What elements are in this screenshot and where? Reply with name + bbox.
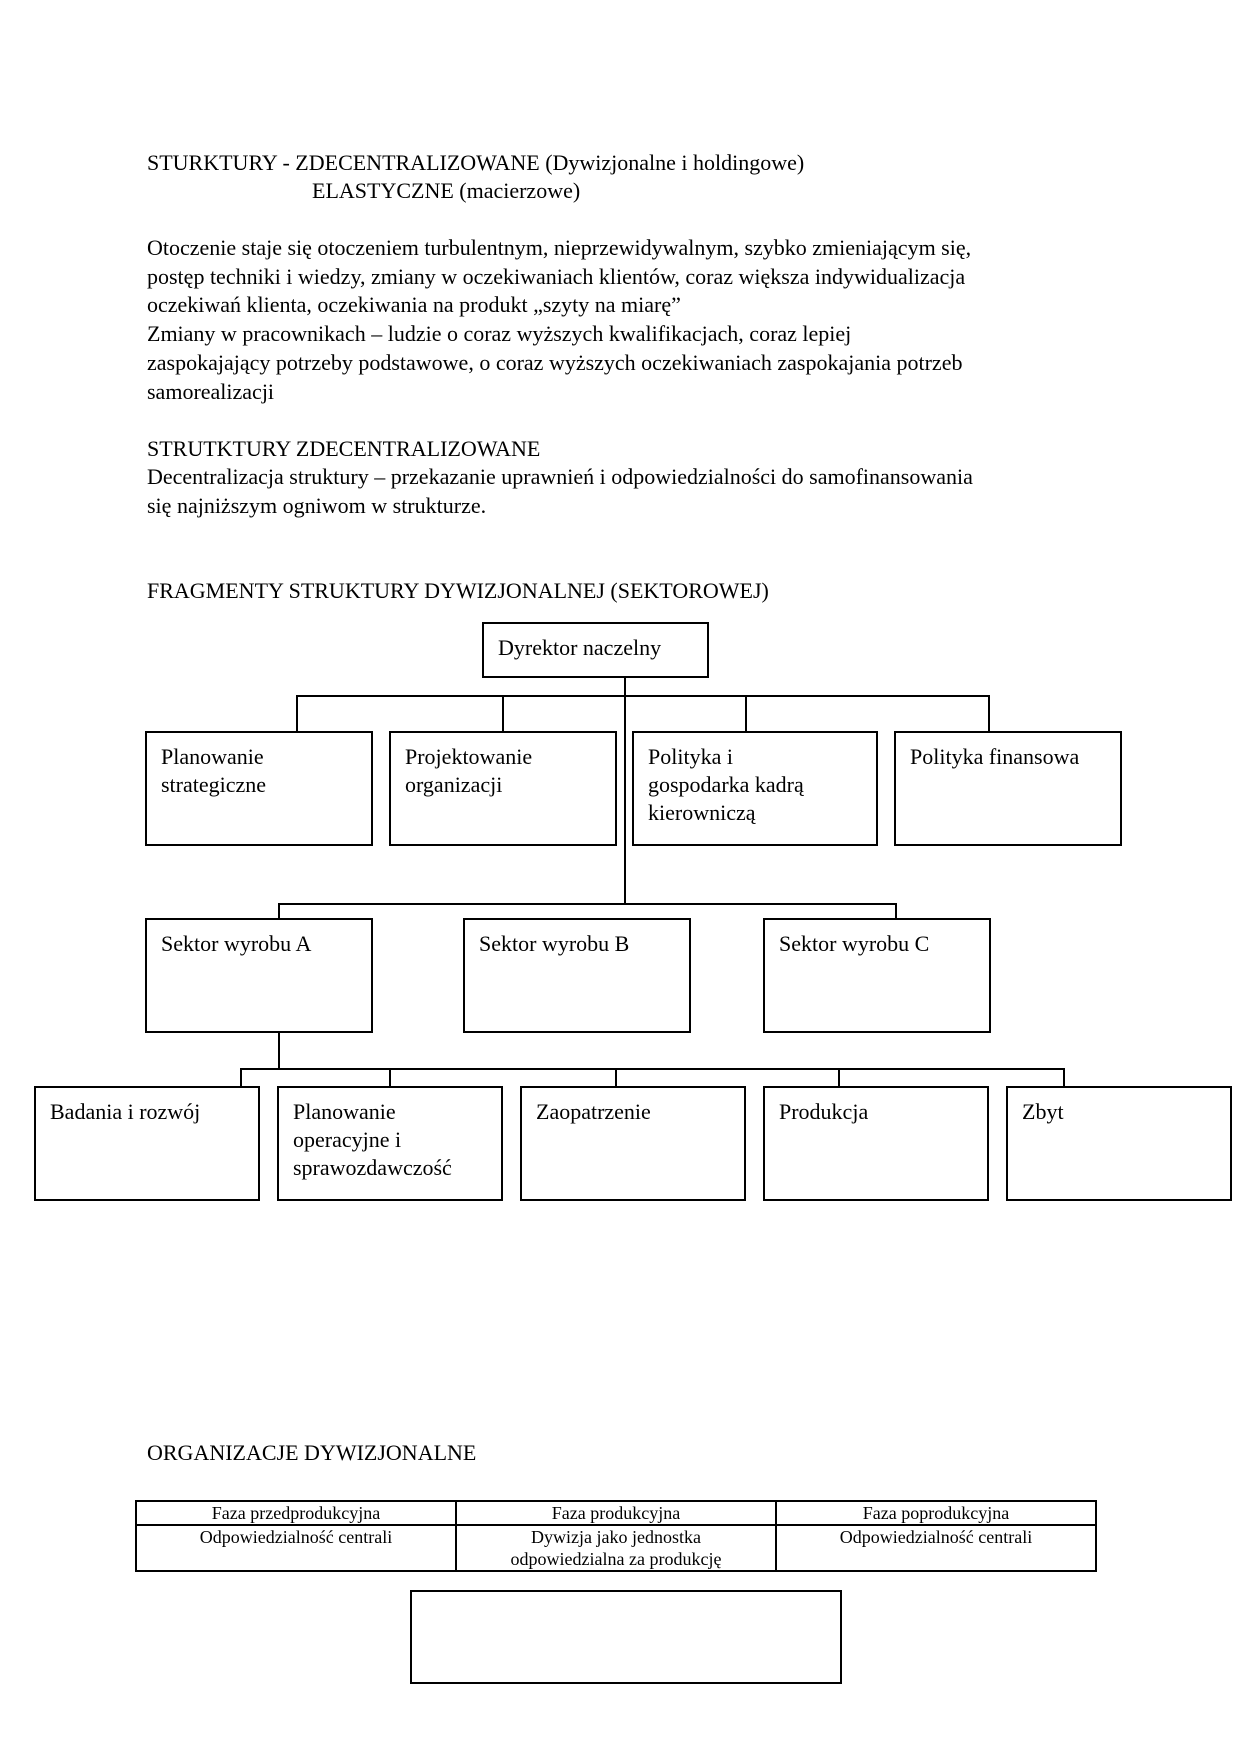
org-box-sales: Zbyt xyxy=(1006,1086,1232,1201)
table-header-cell: Faza produkcyjna xyxy=(456,1501,776,1525)
org-box-procurement: Zaopatrzenie xyxy=(520,1086,746,1201)
org-box-operational-planning: Planowanie operacyjne i sprawozdawczość xyxy=(277,1086,503,1201)
org-box-sector-a: Sektor wyrobu A xyxy=(145,918,373,1033)
org-box-sector-b: Sektor wyrobu B xyxy=(463,918,691,1033)
table-cell: Odpowiedzialność centrali xyxy=(776,1525,1096,1571)
table-header-cell: Faza przedprodukcyjna xyxy=(136,1501,456,1525)
org-box-organization-design: Projektowanie organizacji xyxy=(389,731,617,846)
para1-line: postęp techniki i wiedzy, zmiany w oczekiwaniach klientów, coraz większa indywidualizacja xyxy=(147,264,966,289)
table-cell: Odpowiedzialność centrali xyxy=(136,1525,456,1571)
org-box-strategic-planning: Planowanie strategiczne xyxy=(145,731,373,846)
table-cell: Dywizja jako jednostka odpowiedzialna za produkcję xyxy=(456,1525,776,1571)
para1-line: zaspokajający potrzeby podstawowe, o coraz wyższych oczekiwaniach zaspokajania potrzeb xyxy=(147,350,963,375)
phases-table xyxy=(135,1500,1097,1572)
heading-divisional-fragments: FRAGMENTY STRUKTURY DYWIZJONALNEJ (SEKTOROWEJ) xyxy=(147,578,769,603)
para1-line: oczekiwań klienta, oczekiwania na produkt „szyty na miarę” xyxy=(147,292,681,317)
org-box-production: Produkcja xyxy=(763,1086,989,1201)
org-box-general-director: Dyrektor naczelny xyxy=(482,622,709,678)
para1-line: samorealizacji xyxy=(147,379,275,404)
para1-line: Zmiany w pracownikach – ludzie o coraz wyższych kwalifikacjach, coraz lepiej xyxy=(147,321,852,346)
table-header-cell: Faza poprodukcyjna xyxy=(776,1501,1096,1525)
heading-decentralized: STRUTKTURY ZDECENTRALIZOWANE xyxy=(147,436,541,461)
heading-structures-line2: ELASTYCZNE (macierzowe) xyxy=(312,178,581,203)
para1-line: Otoczenie staje się otoczeniem turbulentnym, nieprzewidywalnym, szybko zmieniającym się, xyxy=(147,235,972,260)
table-row xyxy=(136,1525,1096,1571)
org-box-sector-c: Sektor wyrobu C xyxy=(763,918,991,1033)
org-box-management-personnel-policy: Polityka i gospodarka kadrą kierowniczą xyxy=(632,731,878,846)
table-row xyxy=(136,1501,1096,1525)
org-box-financial-policy: Polityka finansowa xyxy=(894,731,1122,846)
heading-divisional-organizations: ORGANIZACJE DYWIZJONALNE xyxy=(147,1440,477,1465)
para2-line: się najniższym ogniwom w strukturze. xyxy=(147,493,487,518)
org-box-research-development: Badania i rozwój xyxy=(34,1086,260,1201)
heading-structures-line1: STURKTURY - ZDECENTRALIZOWANE (Dywizjonalne i holdingowe) xyxy=(147,150,805,175)
empty-diagram-box xyxy=(410,1590,842,1684)
para2-line: Decentralizacja struktury – przekazanie uprawnień i odpowiedzialności do samofinansowania xyxy=(147,464,973,489)
